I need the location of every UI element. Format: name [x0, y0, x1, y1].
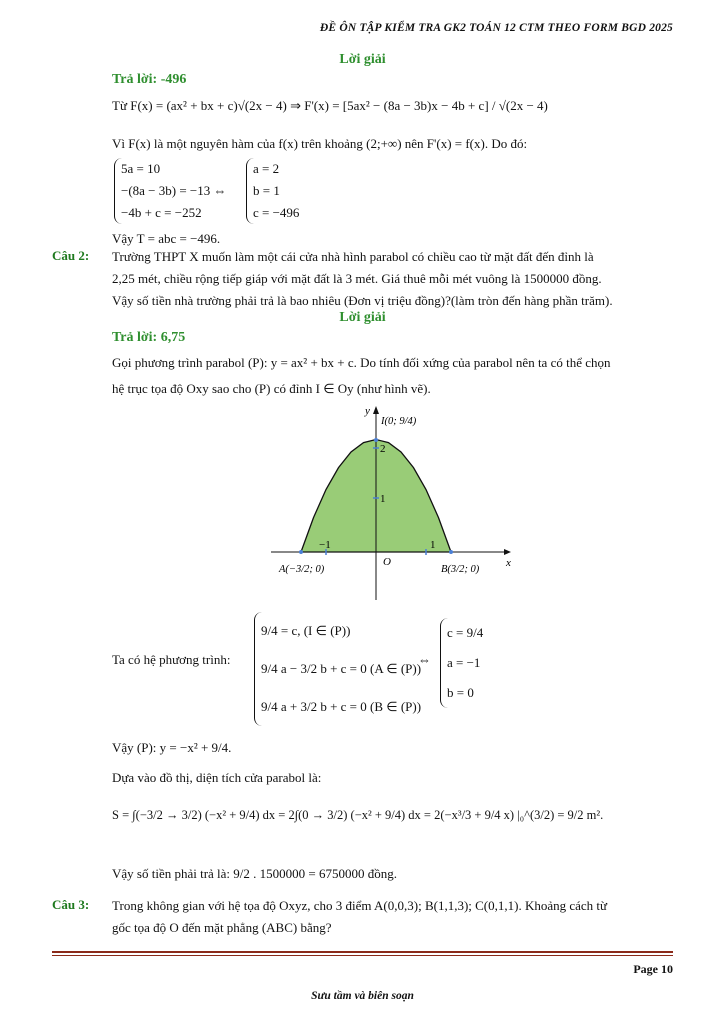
tick-label-x1: 1 [430, 539, 436, 551]
solution-system-row: 9/4 a + 3/2 b + c = 0 (B ∈ (P)) [261, 699, 422, 714]
footer-divider [52, 951, 673, 953]
question-2-line: Vậy số tiền nhà trường phải trả là bao nhiêu (Đơn vị triệu đồng)?(làm tròn đến hàng phần trăm). [112, 293, 613, 308]
footer-divider-thin [52, 955, 673, 956]
point-a-marker [299, 550, 303, 554]
answer-2: Trả lời: 6,75 [112, 330, 186, 345]
solution-system-row: 9/4 = c, (I ∈ (P)) [261, 623, 351, 638]
result-system-row: b = 0 [447, 685, 474, 700]
tick-label-y2: 2 [380, 443, 386, 455]
vertex-marker [374, 438, 378, 442]
intro-line: Gọi phương trình parabol (P): y = ax² + bx + c. Do tính đối xứng của parabol nên ta có thể chọn [112, 355, 611, 370]
equivalence-symbol: ⇔ [418, 652, 431, 667]
y-axis-arrow [373, 406, 379, 414]
result-system-row: c = 9/4 [447, 625, 484, 640]
system-left-row: −(8a − 3b) = −13 ⇔ [121, 183, 227, 198]
tick-label-neg1: −1 [319, 539, 331, 551]
vertex-label: I(0; 9/4) [381, 416, 417, 427]
question-2-line: 2,25 mét, chiều rộng tiếp giáp với mặt đất là 3 mét. Giá thuê mỗi mét vuông là 1500000 đồng. [112, 271, 602, 286]
parabola-result: Vậy (P): y = −x² + 9/4. [112, 740, 232, 755]
x-axis-label: x [506, 557, 511, 569]
question-2-label: Câu 2: [52, 248, 90, 263]
intro-text [112, 350, 677, 402]
solution-heading-2: Lời giải [339, 310, 386, 325]
question-3-text [112, 895, 677, 939]
system-left [114, 158, 227, 224]
origin-label: O [383, 556, 391, 568]
result-system-row: a = −1 [447, 655, 481, 670]
question-3-line: Trong không gian với hệ tọa độ Oxyz, cho 3 điểm A(0,0,3); B(1,1,3); C(0,1,1). Khoảng cách từ [112, 898, 608, 913]
tick-label-y1: 1 [380, 493, 386, 505]
page-header-title: ĐỀ ÔN TẬP KIỂM TRA GK2 TOÁN 12 CTM THEO FORM BGD 2025 [319, 22, 673, 34]
conclusion-1: Vậy T = abc = −496. [112, 231, 221, 246]
answer-1: Trả lời: -496 [112, 72, 187, 87]
antiderivative-line: Vì F(x) là một nguyên hàm của f(x) trên khoảng (2;+∞) nên F'(x) = f(x). Do đó: [112, 136, 528, 151]
point-b-label: B(3/2; 0) [441, 564, 480, 575]
page-number: Page 10 [633, 962, 673, 976]
intro-line: hệ trục tọa độ Oxy sao cho (P) có đỉnh I ∈ Oy (như hình vẽ). [112, 381, 431, 396]
system-right-row: a = 2 [253, 161, 280, 176]
system-right [246, 158, 299, 224]
parabola-graph [265, 400, 525, 605]
question-3-line: gốc tọa độ O đến mặt phẳng (ABC) bằng? [112, 920, 332, 935]
solution-system [254, 612, 421, 726]
area-formula: S = ∫(−3/2 → 3/2) (−x² + 9/4) dx = 2∫(0 → 3/2) (−x² + 9/4) dx = 2(−x³/3 + 9/4 x) |₀^(3/2) = 9/2 m². [112, 808, 604, 822]
system-right-row: c = −496 [253, 205, 300, 220]
derivative-line: Từ F(x) = (ax² + bx + c)√(2x − 4) ⇒ F'(x) = [5ax² − (8a − 3b)x − 4b + c] / √(2x − 4) [112, 98, 548, 113]
area-intro: Dựa vào đồ thị, diện tích cửa parabol là: [112, 770, 322, 785]
question-2-text [112, 246, 677, 312]
system-left-row: −4b + c = −252 [121, 205, 202, 220]
footer-credit: Sưu tầm và biên soạn [311, 990, 414, 1002]
system-right-row: b = 1 [253, 183, 280, 198]
x-axis-arrow [504, 549, 511, 555]
system-intro: Ta có hệ phương trình: [112, 652, 231, 667]
solution-heading-1: Lời giải [339, 52, 386, 67]
y-axis-label: y [365, 405, 370, 417]
question-2-line: Trường THPT X muốn làm một cái cửa nhà hình parabol có chiều cao từ mặt đất đến đỉnh là [112, 249, 594, 264]
cost-result: Vậy số tiền phải trả là: 9/2 . 1500000 = 6750000 đồng. [112, 866, 397, 881]
result-system [440, 618, 483, 708]
question-3-label: Câu 3: [52, 897, 90, 912]
solution-system-row: 9/4 a − 3/2 b + c = 0 (A ∈ (P)) [261, 661, 422, 676]
system-left-row: 5a = 10 [121, 161, 161, 176]
point-a-label: A(−3/2; 0) [279, 564, 325, 575]
point-b-marker [449, 550, 453, 554]
